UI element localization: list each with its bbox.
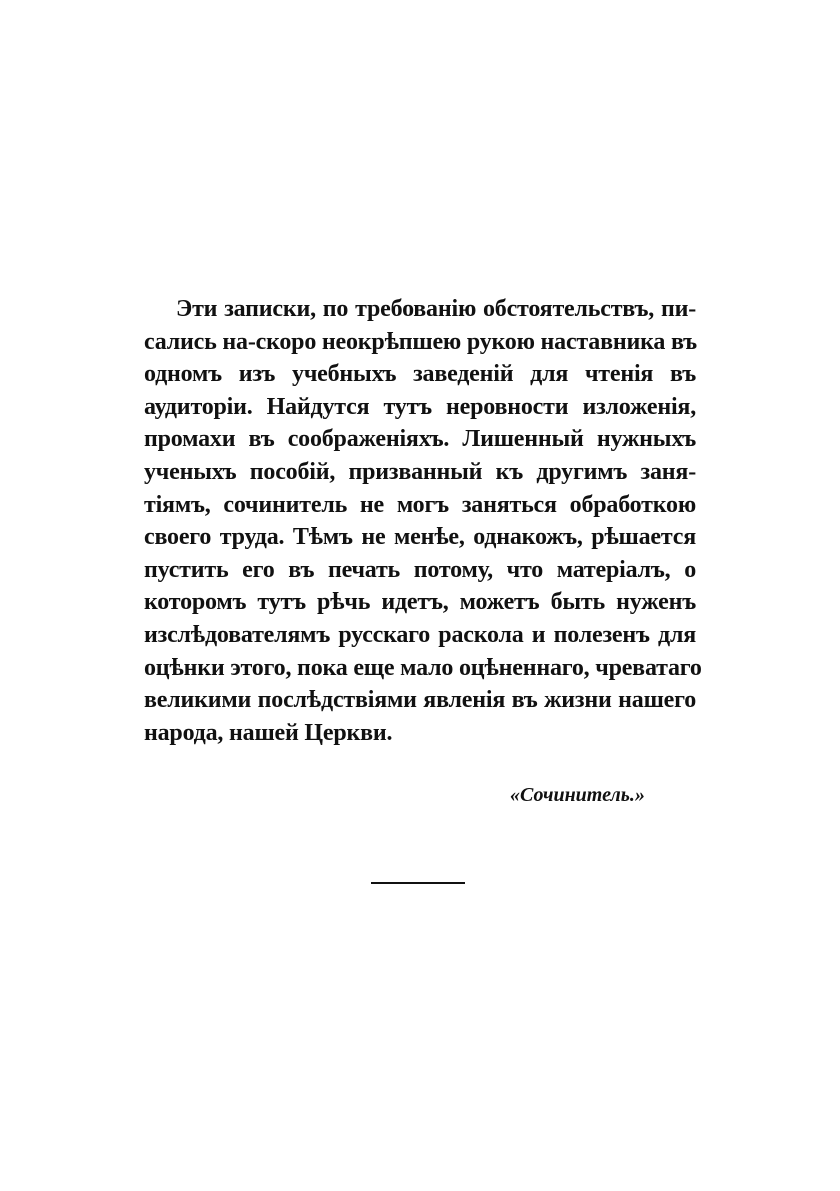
section-divider bbox=[371, 882, 465, 884]
text-line: тіямъ, сочинитель не могъ заняться обработкою bbox=[144, 491, 696, 518]
text-line: своего труда. Тѣмъ не менѣе, однакожъ, рѣшается bbox=[144, 524, 696, 551]
text-line: промахи въ соображеніяхъ. Лишенный нужныхъ bbox=[144, 426, 696, 453]
author-signature: «Сочинитель.» bbox=[510, 784, 645, 806]
text-line: ученыхъ пособій, призванный къ другимъ заня- bbox=[144, 458, 696, 485]
text-line: сались на-скоро неокрѣпшею рукою наставника въ bbox=[144, 328, 697, 355]
text-line: одномъ изъ учебныхъ заведеній для чтенія въ bbox=[144, 361, 696, 388]
preface-paragraph bbox=[144, 293, 702, 749]
text-line: которомъ тутъ рѣчь идетъ, можетъ быть нуженъ bbox=[144, 589, 696, 616]
text-line: оцѣнки этого, пока еще мало оцѣненнаго, чреватаго bbox=[144, 654, 702, 681]
text-line: Эти записки, по требованію обстоятельствъ, пи- bbox=[176, 296, 696, 322]
text-line: аудиторіи. Найдутся тутъ неровности изложенія, bbox=[144, 393, 696, 420]
text-line: великими послѣдствіями явленія въ жизни нашего bbox=[144, 687, 696, 714]
text-line: народа, нашей Церкви. bbox=[144, 719, 393, 746]
text-line: изслѣдователямъ русскаго раскола и полезенъ для bbox=[144, 621, 696, 648]
text-line: пустить его въ печать потому, что матеріалъ, о bbox=[144, 556, 696, 583]
